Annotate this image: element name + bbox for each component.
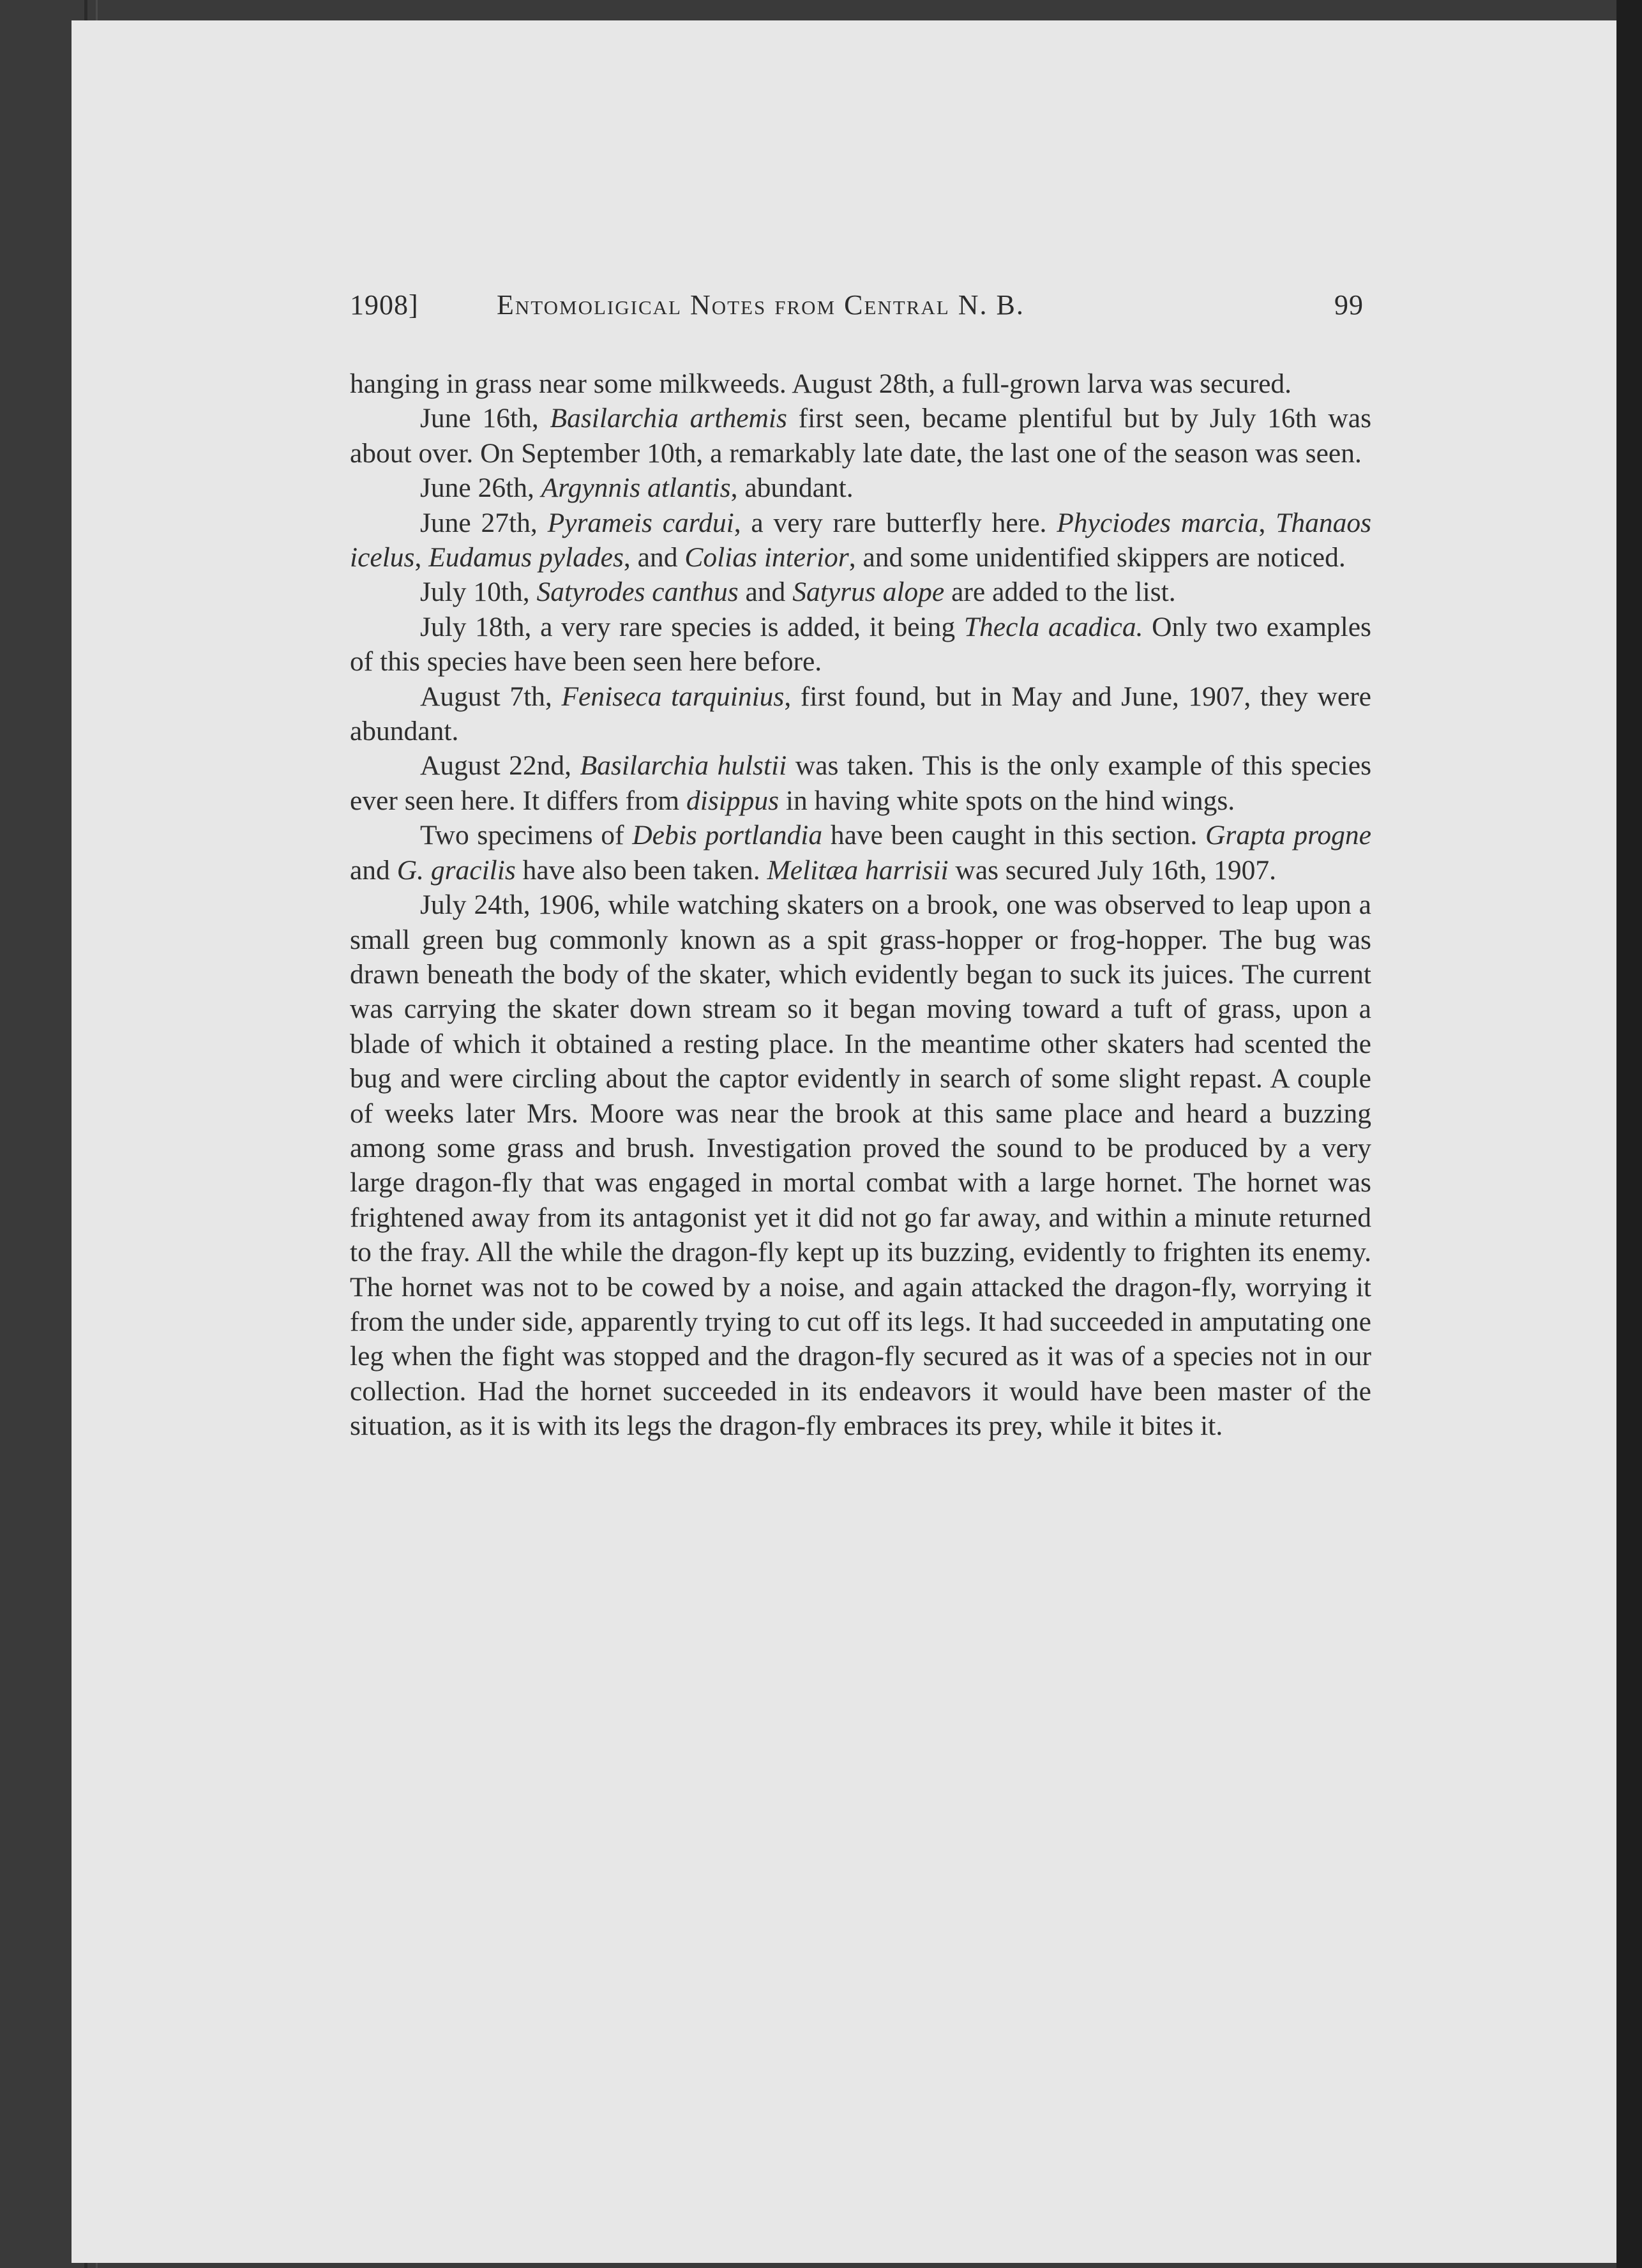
paragraph bbox=[350, 471, 1371, 505]
paragraph bbox=[350, 679, 1371, 749]
paragraph-text: , abundant. bbox=[730, 472, 854, 504]
paragraph-text: Two specimens of bbox=[420, 820, 633, 851]
paragraph-text: and bbox=[350, 854, 397, 886]
paragraph-text: are added to the list. bbox=[944, 577, 1176, 608]
paragraph-text: have also been taken. bbox=[515, 854, 767, 886]
paragraph bbox=[350, 401, 1371, 471]
scan-right-edge bbox=[1616, 0, 1642, 2268]
header-year: 1908] bbox=[350, 289, 419, 321]
species-name: Basilarchia arthemis bbox=[550, 403, 787, 434]
paragraph-text: was secured July 16th, 1907. bbox=[948, 854, 1276, 886]
paragraph-text: Only two examples of this species have been seen here before. bbox=[350, 611, 1371, 677]
species-name: Pyrameis cardui bbox=[547, 507, 734, 538]
species-name: G. gracilis bbox=[396, 854, 516, 886]
paragraph-text: , bbox=[414, 542, 429, 573]
page-number: 99 bbox=[1334, 289, 1364, 321]
paragraph-text: , bbox=[1258, 507, 1276, 538]
paragraph-text: August 7th, bbox=[420, 681, 562, 712]
running-header bbox=[350, 289, 1364, 333]
article-body bbox=[350, 367, 1371, 1444]
paragraph-text: June 26th, bbox=[420, 472, 541, 504]
species-name: disippus bbox=[686, 785, 780, 816]
species-name: Phyciodes marcia bbox=[1057, 507, 1259, 538]
paragraph-text: have been caught in this section. bbox=[822, 820, 1205, 851]
paragraph-text: in having white spots on the hind wings. bbox=[779, 785, 1235, 816]
species-name: Satyrodes canthus bbox=[536, 577, 739, 608]
paragraph bbox=[350, 506, 1371, 575]
paragraph-text: July 24th, 1906, while watching skaters on a brook, one was observed to leap upon a small green bug commonly known as a spit grass-hopper or frog-hopper. The bug was drawn beneath the body of the skater, which evidently began to suck its juices. The current was carrying the skater down stream so it began moving toward a tuft of grass, upon a blade of which it obtained a resting place. In the meantime other skaters had scented the bug and were circling about the captor evidently in search of some slight repast. A couple of weeks later Mrs. Moore was near the brook at this same place and heard a buzzing among some grass and brush. Investigation proved the sound to be produced by a very large dragon-fly that was engaged in mortal combat with a large hornet. The hornet was frightened away from its antagonist yet it did not go far away, and within a minute returned to the fray. All the while the dragon-fly kept up its buzzing, evidently to frighten its enemy. The hornet was not to be cowed by a noise, and again attacked the dragon-fly, worrying it from the under side, apparently trying to cut off its legs. It had succeeded in amputating one leg when the fight was stopped and the dragon-fly secured as it was of a species not in our collection. Had the hornet succeeded in its endeavors it would have been master of the situation, as it is with its legs the dragon-fly embraces its prey, while it bites it. bbox=[350, 889, 1371, 1442]
species-name: Grapta progne bbox=[1205, 820, 1371, 851]
paragraph-text: , a very rare butterfly here. bbox=[734, 507, 1057, 538]
paragraph bbox=[350, 367, 1371, 401]
paragraph-text: August 22nd, bbox=[420, 750, 580, 782]
paragraph-text: , first found, but in May and June, 1907, they were abundant. bbox=[350, 681, 1371, 747]
paragraph-text: July 10th, bbox=[420, 577, 537, 608]
species-name: Feniseca tarquinius bbox=[561, 681, 785, 712]
species-name: Thecla acadica. bbox=[963, 611, 1143, 642]
paragraph-text: was taken. This is the only example of this species ever seen here. It differs from bbox=[350, 750, 1372, 816]
paragraph-text: first seen, became plentiful but by July 16th was about over. On September 10th, a remarkably late date, the last one of the season was seen. bbox=[350, 403, 1371, 469]
paragraph bbox=[350, 818, 1371, 888]
paragraph-text: , and bbox=[623, 542, 685, 573]
paragraph bbox=[350, 748, 1371, 818]
paragraph bbox=[350, 888, 1371, 1444]
paragraph-text: and bbox=[738, 577, 793, 608]
paragraph-text: June 27th, bbox=[420, 507, 548, 538]
species-name: Satyrus alope bbox=[792, 577, 945, 608]
species-name: Argynnis atlantis bbox=[541, 472, 731, 504]
paragraph bbox=[350, 575, 1371, 609]
species-name: Colias interior bbox=[684, 542, 849, 573]
header-title: Entomoligical Notes from Central N. B. bbox=[497, 289, 1025, 321]
paragraph-text: , and some unidentified skippers are noticed. bbox=[848, 542, 1346, 573]
paragraph-text: hanging in grass near some milkweeds. August 28th, a full-grown larva was secured. bbox=[350, 368, 1292, 399]
paragraph-text: June 16th, bbox=[420, 403, 550, 434]
species-name: Debis portlandia bbox=[632, 820, 823, 851]
species-name: Thanaos icelus bbox=[350, 507, 1372, 573]
paragraph bbox=[350, 610, 1371, 679]
species-name: Basilarchia hulstii bbox=[580, 750, 787, 782]
paragraph-text: July 18th, a very rare species is added, it being bbox=[420, 611, 964, 642]
species-name: Melitæa harrisii bbox=[767, 854, 949, 886]
species-name: Eudamus pylades bbox=[428, 542, 624, 573]
